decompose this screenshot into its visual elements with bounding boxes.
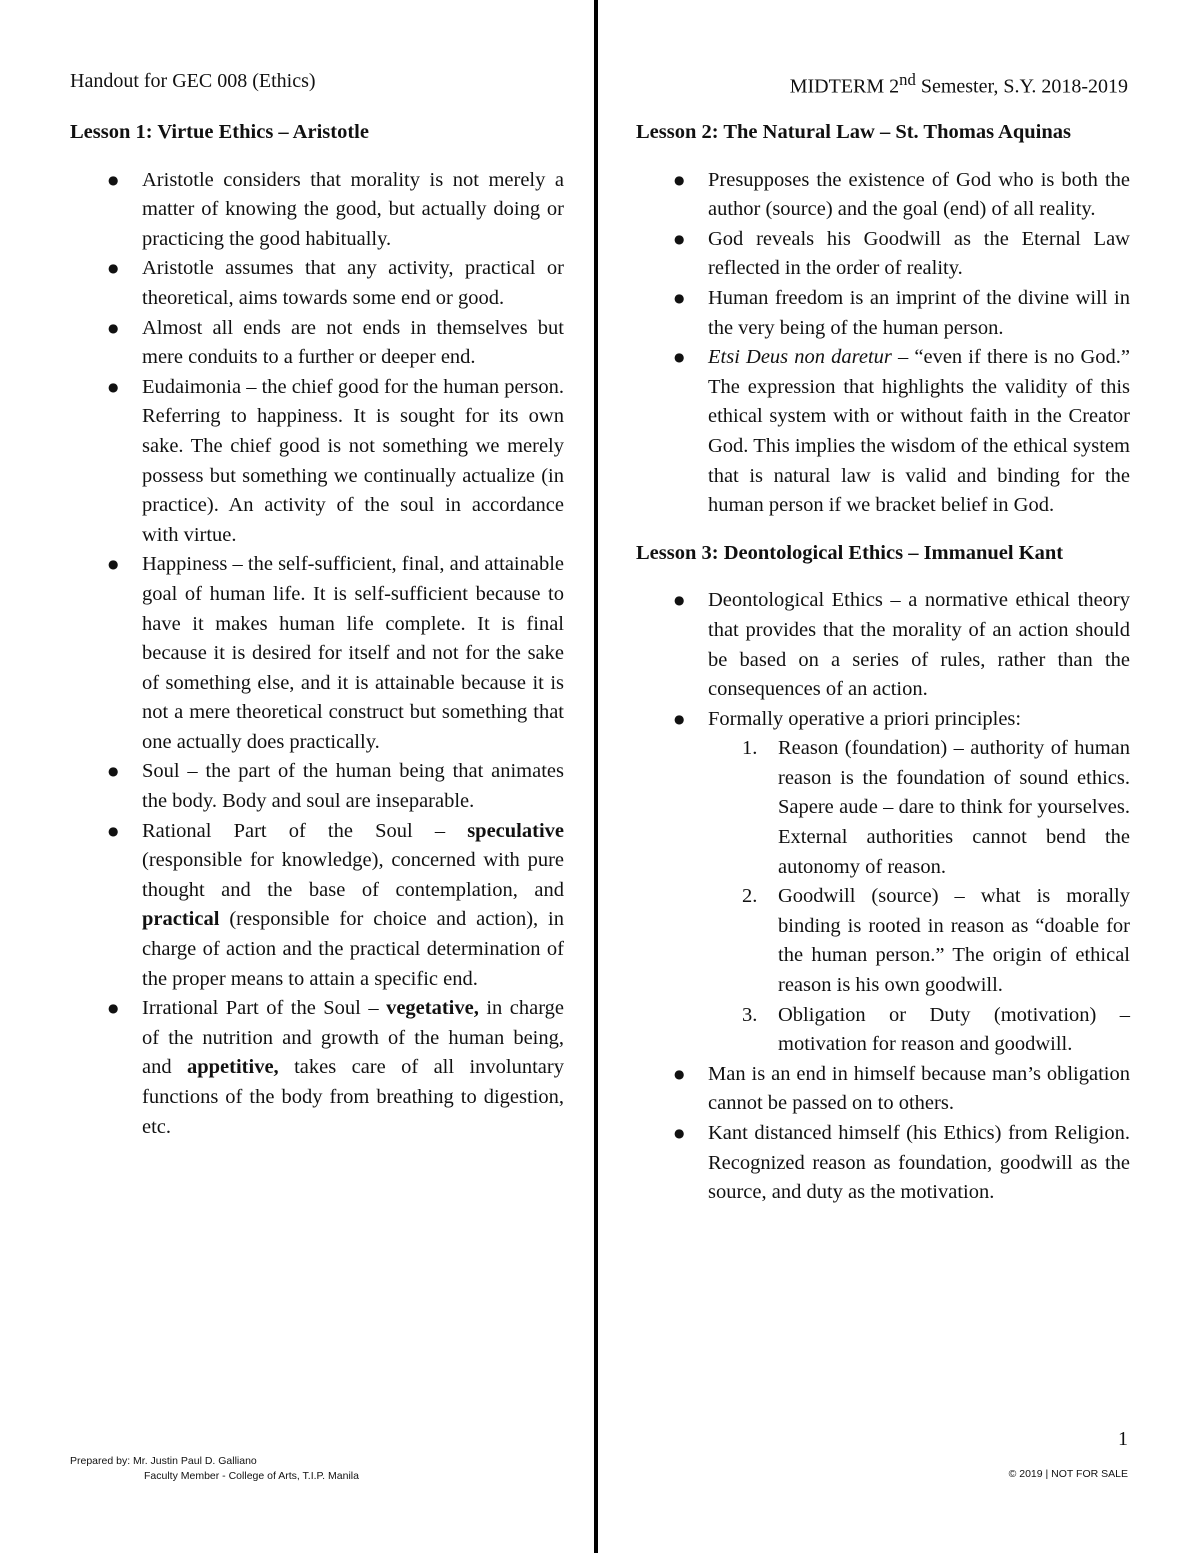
text-run: takes care of all involuntary functions of the body from breathing to digestion, etc. xyxy=(142,1056,564,1138)
list-item: ● Aristotle considers that morality is not merely a matter of knowing the good, but actually doing or practicing the good habitually. xyxy=(142,166,564,255)
list-item-irrational-soul xyxy=(142,994,564,1142)
list-item: ● Aristotle assumes that any activity, practical or theoretical, aims towards some end or good. xyxy=(142,254,564,313)
numbered-item xyxy=(742,734,1130,882)
bold-term-speculative: speculative xyxy=(467,819,564,842)
list-item: ● Almost all ends are not ends in themselves but mere conduits to a further or deeper end. xyxy=(142,314,564,373)
left-column xyxy=(70,118,564,1160)
text-run: – “even if there is no God.” The expression that highlights the validity of this ethical system with or without faith in the Creator God. This implies the wisdom of the ethical system that is natural law is valid and binding for the human person if we bracket belief in God. xyxy=(708,346,1130,517)
list-item: ● Soul – the part of the human being that animates the body. Body and soul are inseparable. xyxy=(142,757,564,816)
column-divider xyxy=(594,0,598,1553)
numbered-item xyxy=(742,1001,1130,1060)
lesson2-list xyxy=(636,166,1130,521)
principles-list xyxy=(708,734,1130,1060)
numbered-item xyxy=(742,882,1130,1000)
list-item: ● Kant distanced himself (his Ethics) from Religion. Recognized reason as foundation, goodwill as the source, and duty as the motivation. xyxy=(708,1119,1130,1208)
item-number: 1. xyxy=(742,737,758,760)
list-item: ● Happiness – the self-sufficient, final, and attainable goal of human life. It is self-sufficient because to have it makes human life complete. It is final because it is desired for itself and not for the sake of something else, and it is attainable because it is not a mere theoretical construct but something that one actually does practically. xyxy=(142,550,564,757)
list-item-etsi-deus xyxy=(708,343,1130,521)
list-item: ● Presupposes the existence of God who is both the author (source) and the goal (end) of all reality. xyxy=(708,166,1130,225)
footer-affiliation: Faculty Member - College of Arts, T.I.P. Manila xyxy=(144,1470,359,1482)
footer-copyright: © 2019 | NOT FOR SALE xyxy=(1008,1468,1128,1480)
bold-term-practical: practical xyxy=(142,908,220,931)
text-run: Rational Part of the Soul – xyxy=(142,819,468,842)
page-number: 1 xyxy=(1118,1428,1128,1450)
list-item xyxy=(708,705,1130,1060)
text-run: Formally operative a priori principles: xyxy=(708,707,1022,730)
header-term-suffix: Semester, S.Y. 2018-2019 xyxy=(915,75,1128,98)
bold-term-appetitive: appetitive, xyxy=(187,1056,279,1079)
list-item: ● Deontological Ethics – a normative ethical theory that provides that the morality of an action should be based on a series of rules, rather than the consequences of an action. xyxy=(708,586,1130,704)
text-run: Reason (foundation) – authority of human reason is the foundation of sound ethics. Sapere aude – dare to think for yourselves. External authorities cannot bend the autonomy of reason. xyxy=(778,737,1130,878)
list-item: ● Man is an end in himself because man’s obligation cannot be passed on to others. xyxy=(708,1060,1130,1119)
text-run: Irrational Part of the Soul – xyxy=(142,997,387,1020)
lesson1-list xyxy=(70,166,564,1143)
item-number: 3. xyxy=(742,1003,758,1026)
lesson1-title: Lesson 1: Virtue Ethics – Aristotle xyxy=(70,121,369,143)
header-term xyxy=(790,70,1128,99)
italic-phrase: Etsi Deus non daretur xyxy=(708,346,892,369)
footer-author: Prepared by: Mr. Justin Paul D. Galliano xyxy=(70,1455,257,1467)
lesson3-title: Lesson 3: Deontological Ethics – Immanuel Kant xyxy=(636,541,1064,564)
list-item: ● Human freedom is an imprint of the divine will in the very being of the human person. xyxy=(708,284,1130,343)
footer-prepared-by xyxy=(70,1454,359,1484)
item-number: 2. xyxy=(742,885,758,908)
right-column xyxy=(636,118,1130,1226)
lesson2-title: Lesson 2: The Natural Law – St. Thomas Aquinas xyxy=(636,121,1071,143)
text-run: (responsible for choice and action), in charge of action and the practical determination of the proper means to attain a specific end. xyxy=(142,908,564,990)
text-run: Obligation or Duty (motivation) – motivation for reason and goodwill. xyxy=(778,1003,1130,1056)
text-run: in charge of the nutrition and growth of the human being, and xyxy=(142,997,564,1079)
header-term-sup: nd xyxy=(899,70,916,89)
text-run: Goodwill (source) – what is morally binding is rooted in reason as “doable for the human person.” The origin of ethical reason is his own goodwill. xyxy=(778,885,1130,997)
text-run: (responsible for knowledge), concerned with pure thought and the base of contemplation, and xyxy=(142,849,564,901)
list-item: ● God reveals his Goodwill as the Eternal Law reflected in the order of reality. xyxy=(708,225,1130,284)
header-term-prefix: MIDTERM 2 xyxy=(789,75,900,98)
bold-term-vegetative: vegetative, xyxy=(386,997,479,1020)
list-item-rational-soul xyxy=(142,817,564,995)
list-item: ● Eudaimonia – the chief good for the human person. Referring to happiness. It is sought for its own sake. The chief good is not something we merely possess but something we continually actualize (in practice). An activity of the soul in accordance with virtue. xyxy=(142,373,564,551)
header-course-title: Handout for GEC 008 (Ethics) xyxy=(70,70,316,92)
lesson3-list xyxy=(636,586,1130,1207)
